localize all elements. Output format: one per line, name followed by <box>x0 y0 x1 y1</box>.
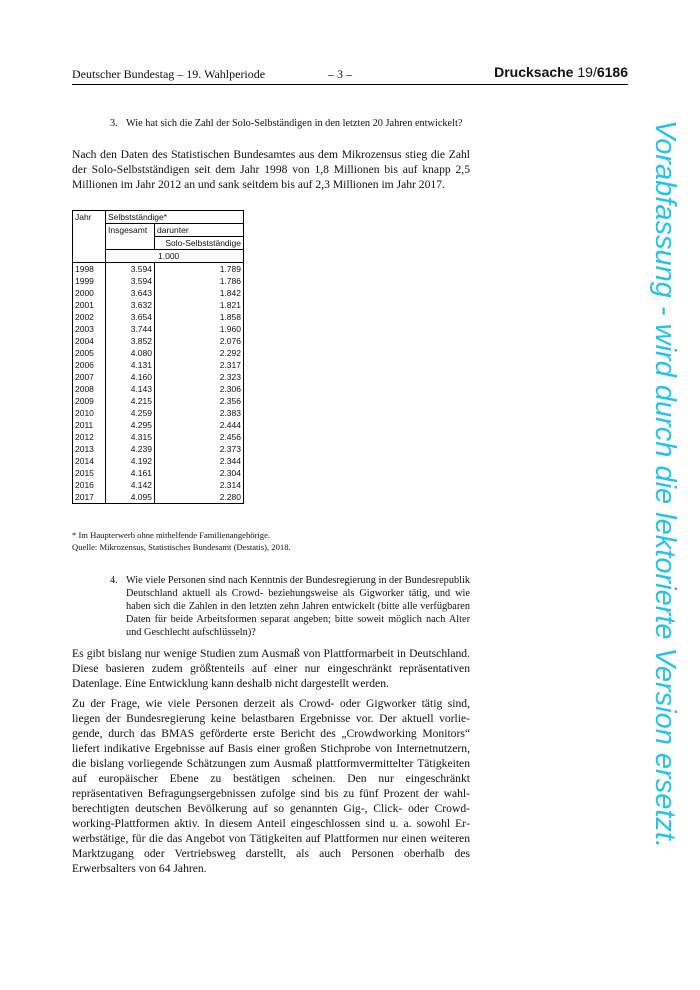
cell-year: 2001 <box>73 299 106 311</box>
question-4-text: Wie viele Personen sind nach Kenntnis der Bundesregierung in der Bundesrepublik Deutschland aktuell als Crowd- beziehungsweise als Gigworker tätig, und wie haben sich die Zahlen in den letzten zehn Jahren entwickelt (bitte alle verfügbaren Daten für beide Arbeitsformen separat angeben; bitte soweit möglich nach Alter und Geschlecht aufschlüsseln)? <box>126 575 470 638</box>
cell-solo: 1.960 <box>155 323 244 335</box>
col-header-group: Selbstständige* <box>106 211 244 224</box>
table-row <box>73 371 244 383</box>
table-row <box>73 443 244 455</box>
cell-solo: 2.317 <box>155 359 244 371</box>
cell-total: 3.744 <box>106 323 155 335</box>
question-4 <box>110 574 470 640</box>
drucksache-label: Drucksache <box>494 64 574 80</box>
cell-total: 4.142 <box>106 479 155 491</box>
table-row <box>73 395 244 407</box>
cell-year: 2002 <box>73 311 106 323</box>
cell-total: 4.192 <box>106 455 155 467</box>
header-drucksache <box>494 64 628 80</box>
table-row <box>73 455 244 467</box>
cell-total: 4.259 <box>106 407 155 419</box>
table-row <box>73 287 244 299</box>
cell-solo: 2.444 <box>155 419 244 431</box>
cell-solo: 1.858 <box>155 311 244 323</box>
cell-total: 3.594 <box>106 275 155 287</box>
answer-4-paragraph-2: Zu der Frage, wie viele Personen derzeit als Crowd- oder Gigworker tätig sind, liegen der Bundesregierung keine belastbaren Ergebnisse vor. Der aktuell vorliegende, durch das BMAS geförderte erste Bericht des „Crowdworking Monitors“ liefert indikative Ergebnisse auf Basis einer großen Stichprobe von Internetnutzern, die bislang vorliegende Schätzungen zum Ausmaß plattformvermittelter Tätigkeiten auf europäischer Ebene zu bestätigen scheinen. Den nur eingeschränkt repräsentativen Befragungsergebnissen zufolge sind bis zu fünf Prozent der wahlberechtigten deutschen Bevölkerung auf so genannten Gig-, Click- oder Crowdworking-Plattformen aktiv. In diesem Anteil eingeschlossen sind u. a. sowohl Erwerbstätige, für die das Angebot von Tätigkeiten auf Plattformen nur einen weiteren Marktzugang oder Vertriebsweg darstellt, als auch Personen oberhalb des Erwerbsalters von 64 Jahren. <box>72 697 470 875</box>
table-row <box>73 359 244 371</box>
cell-total: 4.131 <box>106 359 155 371</box>
table-source: Quelle: Mikrozensus, Statistisches Bundesamt (Destatis), 2018. <box>72 542 291 552</box>
header-parliament: Deutscher Bundestag – 19. Wahlperiode <box>72 67 266 81</box>
answer-3: Nach den Daten des Statistischen Bundesamtes aus dem Mikrozensus stieg die Zahl der Solo-Selbstständigen seit dem Jahr 1998 von 1,8 Millionen bis auf knapp 2,5 Millionen im Jahr 2012 an und sank seitdem bis auf 2,3 Millionen im Jahr 2017. <box>72 148 470 191</box>
cell-year: 2007 <box>73 371 106 383</box>
cell-solo: 2.373 <box>155 443 244 455</box>
cell-year: 2009 <box>73 395 106 407</box>
drucksache-prefix: 19/ <box>577 64 597 80</box>
cell-solo: 2.344 <box>155 455 244 467</box>
table-row <box>73 347 244 359</box>
cell-solo: 2.280 <box>155 491 244 504</box>
table-row <box>73 263 244 276</box>
solo-selbststaendige-table <box>72 210 244 504</box>
cell-solo: 1.789 <box>155 263 244 276</box>
cell-year: 1998 <box>73 263 106 276</box>
cell-total: 4.095 <box>106 491 155 504</box>
table-footnote: * Im Haupterwerb ohne mithelfende Familienangehörige. <box>72 530 271 540</box>
watermark-text: Vorabfassung - wird durch die lektorierte Version ersetzt. <box>649 120 681 849</box>
col-header-solo: Solo-Selbstständige <box>155 237 244 250</box>
cell-year: 2000 <box>73 287 106 299</box>
table-body <box>73 263 244 504</box>
cell-solo: 2.323 <box>155 371 244 383</box>
col-header-unit: 1.000 <box>106 250 244 263</box>
table-row <box>73 407 244 419</box>
cell-solo: 1.821 <box>155 299 244 311</box>
cell-total: 4.295 <box>106 419 155 431</box>
cell-solo: 2.076 <box>155 335 244 347</box>
cell-year: 2017 <box>73 491 106 504</box>
cell-year: 2003 <box>73 323 106 335</box>
table-row <box>73 383 244 395</box>
table-row <box>73 467 244 479</box>
cell-solo: 2.314 <box>155 479 244 491</box>
cell-total: 3.643 <box>106 287 155 299</box>
cell-total: 3.594 <box>106 263 155 276</box>
col-header-year: Jahr <box>73 211 106 263</box>
cell-total: 4.215 <box>106 395 155 407</box>
cell-year: 2011 <box>73 419 106 431</box>
col-header-total: Insgesamt <box>106 224 155 250</box>
cell-total: 3.852 <box>106 335 155 347</box>
draft-watermark <box>645 120 685 910</box>
table-row <box>73 311 244 323</box>
table-row <box>73 299 244 311</box>
cell-year: 2013 <box>73 443 106 455</box>
cell-solo: 2.356 <box>155 395 244 407</box>
table-row <box>73 335 244 347</box>
cell-year: 2005 <box>73 347 106 359</box>
cell-solo: 2.304 <box>155 467 244 479</box>
question-3-number: 3. <box>110 118 118 129</box>
page-header <box>72 66 628 85</box>
cell-solo: 2.306 <box>155 383 244 395</box>
table-row <box>73 419 244 431</box>
cell-solo: 2.383 <box>155 407 244 419</box>
cell-year: 2004 <box>73 335 106 347</box>
question-3 <box>110 117 470 143</box>
cell-total: 4.161 <box>106 467 155 479</box>
cell-total: 3.654 <box>106 311 155 323</box>
cell-year: 2015 <box>73 467 106 479</box>
cell-solo: 2.292 <box>155 347 244 359</box>
cell-year: 2016 <box>73 479 106 491</box>
question-4-number: 4. <box>110 575 118 586</box>
cell-year: 2014 <box>73 455 106 467</box>
header-page-number: – 3 – <box>328 67 352 81</box>
col-header-sub: darunter <box>155 224 244 237</box>
cell-year: 2010 <box>73 407 106 419</box>
drucksache-number: 6186 <box>596 64 628 80</box>
table-row <box>73 323 244 335</box>
cell-total: 4.239 <box>106 443 155 455</box>
cell-total: 3.632 <box>106 299 155 311</box>
cell-year: 2008 <box>73 383 106 395</box>
cell-total: 4.143 <box>106 383 155 395</box>
table-row <box>73 479 244 491</box>
answer-4-paragraph-1: Es gibt bislang nur wenige Studien zum Ausmaß von Plattformarbeit in Deutschland. Diese basieren zudem größtenteils auf einer nur eingeschränkt repräsentativen Datenlage. Eine Entwicklung kann deshalb nicht dargestellt werden. <box>72 647 470 690</box>
table-row <box>73 431 244 443</box>
cell-year: 2006 <box>73 359 106 371</box>
cell-total: 4.160 <box>106 371 155 383</box>
cell-solo: 1.786 <box>155 275 244 287</box>
table-row <box>73 491 244 504</box>
cell-solo: 2.456 <box>155 431 244 443</box>
cell-total: 4.080 <box>106 347 155 359</box>
cell-year: 1999 <box>73 275 106 287</box>
cell-total: 4.315 <box>106 431 155 443</box>
cell-year: 2012 <box>73 431 106 443</box>
table-row <box>73 275 244 287</box>
cell-solo: 1.842 <box>155 287 244 299</box>
question-3-text: Wie hat sich die Zahl der Solo-Selbständigen in den letzten 20 Jahren entwickelt? <box>126 118 463 129</box>
